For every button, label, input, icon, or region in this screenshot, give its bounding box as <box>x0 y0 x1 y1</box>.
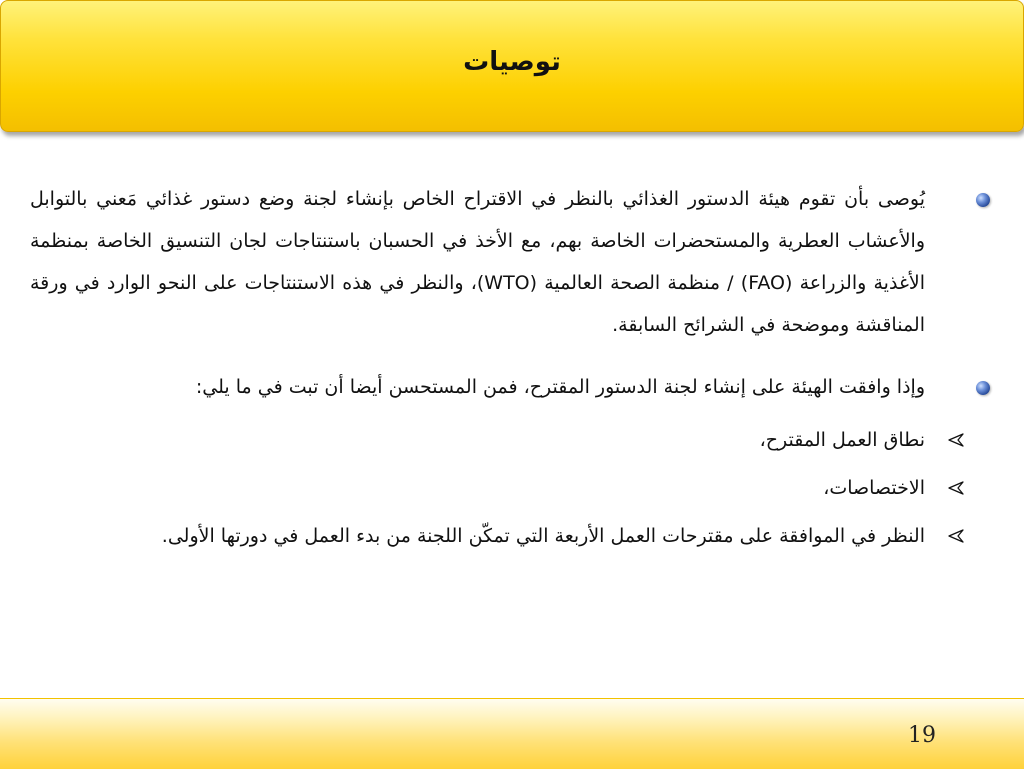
bullet-icon <box>976 381 990 395</box>
arrowhead-left-icon <box>942 512 970 560</box>
bullet-icon <box>976 193 990 207</box>
arrowhead-left-icon <box>942 464 970 512</box>
slide-content <box>30 178 1010 560</box>
sub-bullet-item-3 <box>30 512 1010 560</box>
slide-title: توصيات <box>463 47 561 77</box>
sub-bullet-text-2: الاختصاصات، <box>823 477 925 499</box>
sub-bullet-text-3: النظر في الموافقة على مقترحات العمل الأربعة التي تمكّن اللجنة من بدء العمل في دورتها الأولى. <box>161 525 925 547</box>
bullet-paragraph-2 <box>30 366 1010 408</box>
bullet-text-2: وإذا وافقت الهيئة على إنشاء لجنة الدستور المقترح، فمن المستحسن أيضا أن تبت في ما يلي: <box>195 376 925 398</box>
sub-bullet-list <box>30 416 1010 560</box>
arrowhead-left-icon <box>942 416 970 464</box>
bullet-paragraph-1 <box>30 178 1010 346</box>
sub-bullet-text-1: نطاق العمل المقترح، <box>759 429 925 451</box>
slide-number: 19 <box>908 723 936 748</box>
sub-bullet-item-2 <box>30 464 1010 512</box>
footer-band <box>0 698 1024 769</box>
sub-bullet-item-1 <box>30 416 1010 464</box>
bullet-text-1: يُوصى بأن تقوم هيئة الدستور الغذائي بالنظر في الاقتراح الخاص بإنشاء لجنة وضع دستور غذائي مَعني بالتوابل والأعشاب العطرية والمستحضرات الخاصة بهم، مع الأخذ في الحسبان باستنتاجات لجان التنسيق الخاصة بمنظمة الأغذية والزراعة (FAO) / منظمة الصحة العالمية (WTO)، والنظر في هذه الاستنتاجات على النحو الوارد في ورقة المناقشة وموضحة في الشرائح السابقة. <box>30 188 925 336</box>
title-bar <box>0 0 1024 132</box>
